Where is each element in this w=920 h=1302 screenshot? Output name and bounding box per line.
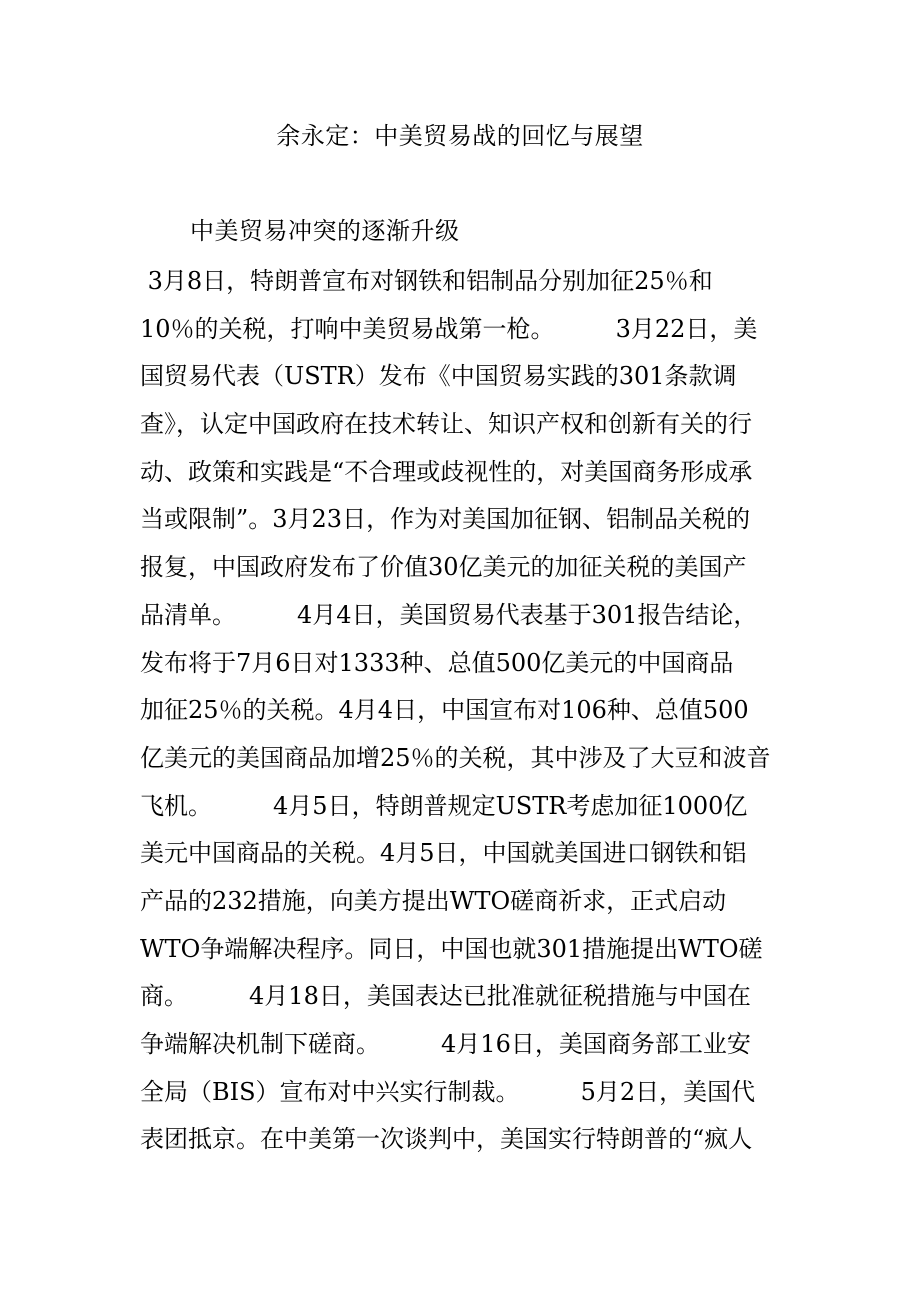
body-line: 商。 4月18日，美国表达已批准就征税措施与中国在: [140, 982, 751, 1011]
body-line: 争端解决机制下磋商。 4月16日，美国商务部工业安: [140, 1030, 751, 1058]
body-line: WTO争端解决程序。同日，中国也就301措施提出WTO磋: [140, 934, 763, 963]
section-heading: 中美贸易冲突的逐渐升级: [190, 217, 460, 245]
body-line: 当或限制”。3月23日，作为对美国加征钢、铝制品关税的: [140, 505, 751, 534]
body-line: 加征25％的关税。4月4日，中国宣布对106种、总值500: [140, 696, 749, 725]
body-line: 查》，认定中国政府在技术转让、知识产权和创新有关的行: [140, 410, 752, 439]
document-title: 余永定：中美贸易战的回忆与展望: [276, 122, 644, 150]
body-line: 动、政策和实践是“不合理或歧视性的，对美国商务形成承: [140, 457, 753, 486]
body-line: 产品的232措施，向美方提出WTO磋商祈求，正式启动: [140, 886, 727, 915]
body-line: 3月8日，特朗普宣布对钢铁和铝制品分别加征25％和: [140, 267, 713, 295]
body-line: 全局（BIS）宣布对中兴实行制裁。 5月2日，美国代: [140, 1077, 756, 1106]
body-line: 10％的关税，打响中美贸易战第一枪。 3月22日，美: [140, 314, 758, 343]
body-line: 亿美元的美国商品加增25％的关税，其中涉及了大豆和波音: [140, 743, 771, 772]
body-line: 表团抵京。在中美第一次谈判中，美国实行特朗普的“疯人: [140, 1125, 753, 1154]
body-line: 发布将于7月6日对1333种、总值500亿美元的中国商品: [140, 648, 734, 677]
body-line: 品清单。 4月4日，美国贸易代表基于301报告结论，: [140, 600, 758, 629]
body-line: 美元中国商品的关税。4月5日，中国就美国进口钢铁和铝: [140, 839, 747, 868]
body-line: 报复，中国政府发布了价值30亿美元的加征关税的美国产: [140, 553, 747, 582]
body-text: [140, 263, 790, 1169]
body-line: 国贸易代表（USTR）发布《中国贸易实践的301条款调: [140, 362, 737, 391]
body-line: 飞机。 4月5日，特朗普规定USTR考虑加征1000亿: [140, 791, 748, 820]
